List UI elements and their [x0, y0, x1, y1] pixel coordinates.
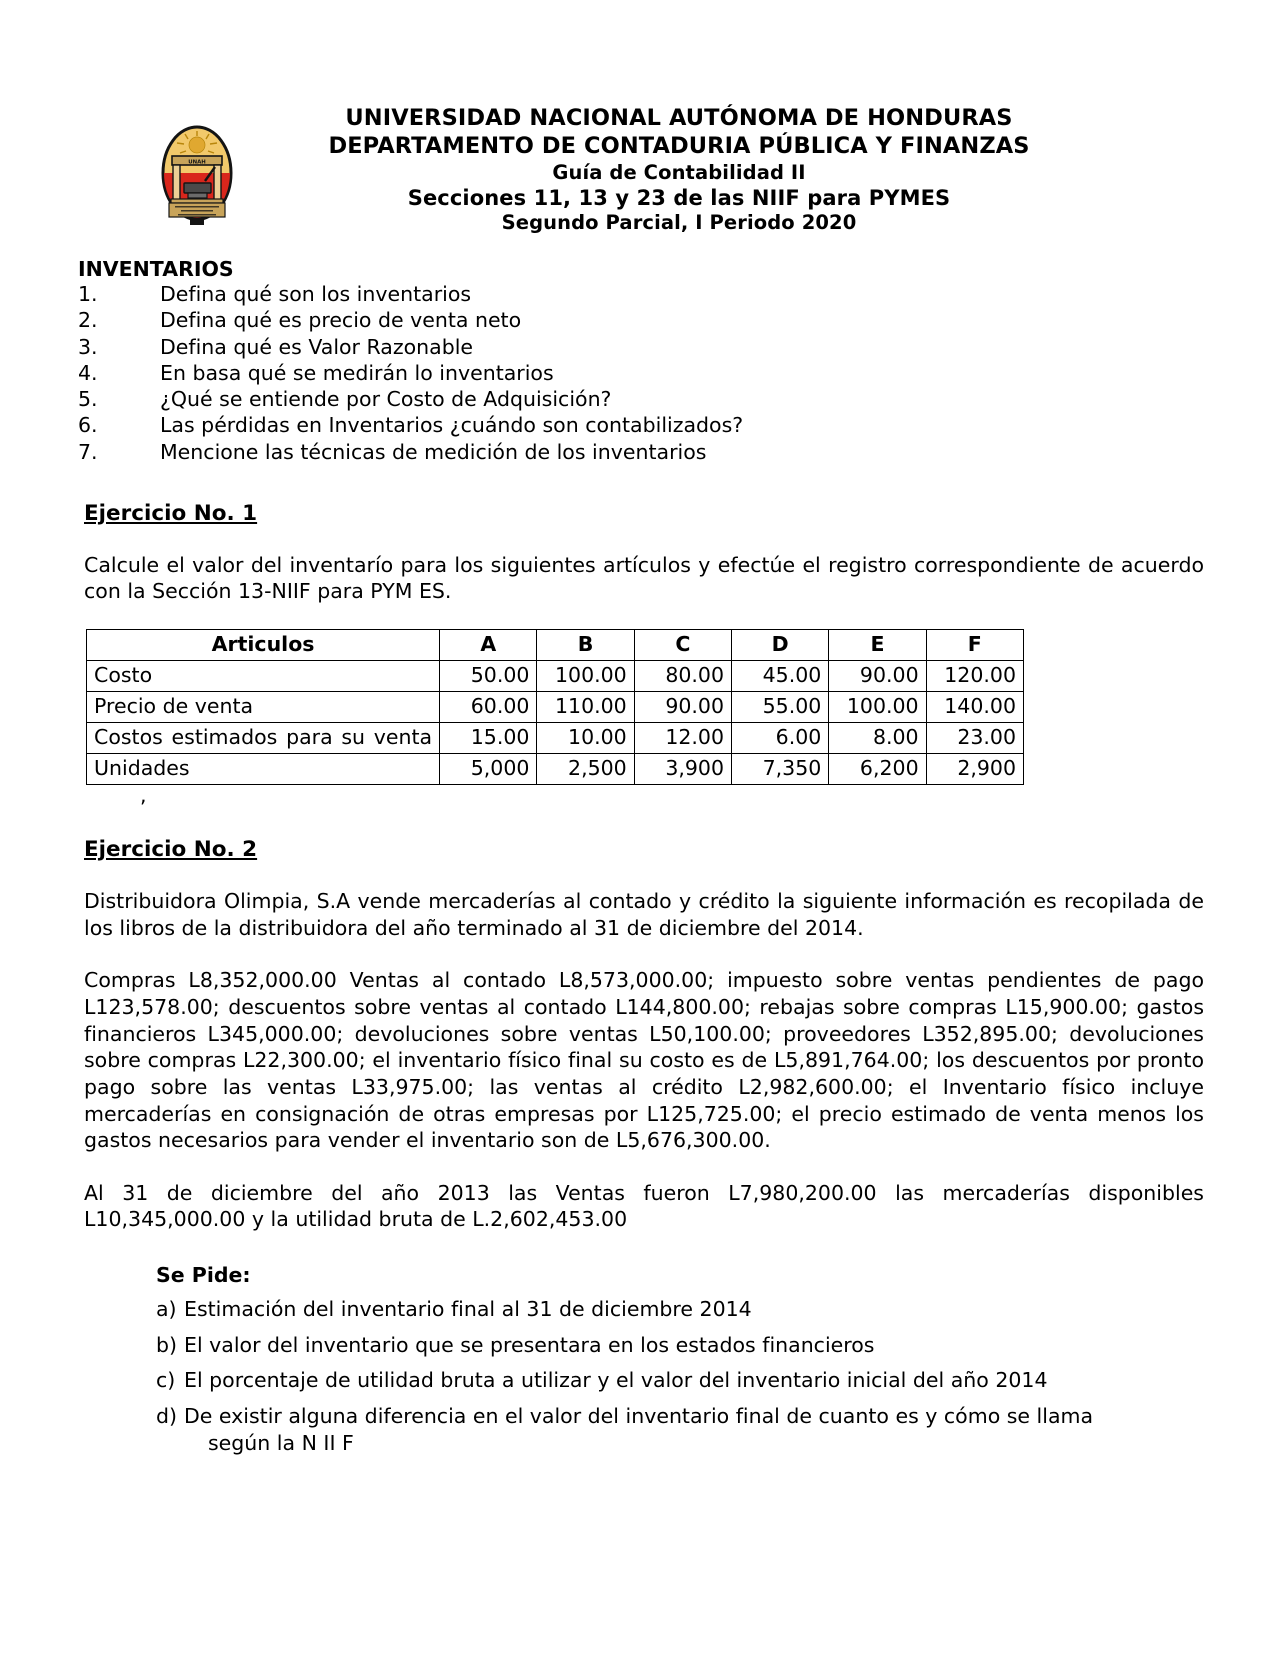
period-subtitle: Segundo Parcial, I Periodo 2020: [501, 210, 857, 234]
cell-value: 110.00: [537, 692, 634, 723]
cell-value: 100.00: [829, 692, 926, 723]
unah-crest-icon: [159, 123, 235, 227]
item-letter: a): [156, 1297, 177, 1322]
table-row: [87, 692, 1024, 723]
cell-value: 5,000: [440, 754, 537, 785]
cell-value: 7,350: [732, 754, 829, 785]
cell-value: 6.00: [732, 723, 829, 754]
column-header-articulos: Articulos: [87, 630, 440, 661]
table-header-row: [87, 630, 1024, 661]
item-letter: b): [156, 1332, 178, 1357]
cell-value: 90.00: [829, 661, 926, 692]
sections-subtitle: Secciones 11, 13 y 23 de las NIIF para PYMES: [407, 185, 951, 210]
item-text: Defina qué es precio de venta neto: [160, 308, 522, 333]
item-text: Defina qué son los inventarios: [160, 282, 472, 307]
item-number: 5.: [78, 387, 98, 412]
item-text-line-2: según la N II F: [208, 1430, 354, 1455]
ejercicio-2-paragraph-2: Compras L8,352,000.00 Ventas al contado L8,573,000.00; impuesto sobre ventas pendientes de pago L123,578.00; descuentos sobre ventas al contado L144,800.00; rebajas sobre compras L15,900.00; gastos financieros L345,000.00; devoluciones sobre ventas L50,100.00; proveedores L352,895.00; devoluciones sobre compras L22,300.00; el inventario físico final su costo es de L5,891,764.00; los descuentos por pronto pago sobre las ventas L33,975.00; las ventas al crédito L2,982,600.00; el Inventario físico incluye mercaderías en consignación de otras empresas por L125,725.00; el precio estimado de venta menos los gastos necesarios para vender el inventario son de L5,676,300.00.: [84, 968, 1204, 1153]
item-text: Las pérdidas en Inventarios ¿cuándo son contabilizados?: [160, 413, 744, 438]
table-row: [87, 661, 1024, 692]
department-name: DEPARTAMENTO DE CONTADURIA PÚBLICA Y FINANZAS: [328, 132, 1030, 159]
item-number: 3.: [78, 334, 98, 359]
inventarios-heading: INVENTARIOS: [78, 257, 234, 282]
cell-value: 2,500: [537, 754, 634, 785]
inventory-table: [86, 629, 1024, 785]
guide-title: Guía de Contabilidad II: [552, 160, 806, 184]
item-text-line-1: De existir alguna diferencia en el valor del inventario final de cuanto es y cómo se llama: [184, 1404, 1094, 1429]
ejercicio-2-heading: Ejercicio No. 2: [84, 837, 258, 863]
cell-value: 60.00: [440, 692, 537, 723]
cell-value: 90.00: [634, 692, 731, 723]
header-title-block: [228, 105, 1280, 235]
row-label: Costo: [87, 661, 440, 692]
document-header: [0, 0, 1280, 235]
cell-value: 50.00: [440, 661, 537, 692]
item-letter: d): [156, 1404, 178, 1429]
table-row: [87, 754, 1024, 785]
item-number: 6.: [78, 413, 98, 438]
cell-value: 10.00: [537, 723, 634, 754]
list-item: [156, 1403, 1204, 1456]
item-text: El valor del inventario que se presentara en los estados financieros: [184, 1332, 875, 1357]
stray-comma-mark: ,: [140, 783, 147, 808]
list-item: [78, 360, 1204, 386]
item-text: ¿Qué se entiende por Costo de Adquisición?: [160, 387, 612, 412]
list-item: [78, 281, 1204, 307]
column-header-b: B: [537, 630, 634, 661]
cell-value: 23.00: [926, 723, 1023, 754]
column-header-e: E: [829, 630, 926, 661]
item-number: 1.: [78, 282, 98, 307]
column-header-a: A: [440, 630, 537, 661]
cell-value: 45.00: [732, 661, 829, 692]
row-label: Unidades: [87, 754, 440, 785]
list-item: [78, 412, 1204, 438]
table-row: [87, 723, 1024, 754]
item-number: 2.: [78, 308, 98, 333]
cell-value: 8.00: [829, 723, 926, 754]
cell-value: 140.00: [926, 692, 1023, 723]
item-number: 4.: [78, 360, 98, 385]
svg-text:UNAH: UNAH: [188, 159, 206, 166]
ejercicio-2-paragraph-1: Distribuidora Olimpia, S.A vende mercaderías al contado y crédito la siguiente información es recopilada de los libros de la distribuidora del año terminado al 31 de diciembre del 2014.: [84, 889, 1204, 940]
list-item: [156, 1332, 1204, 1359]
university-name: UNIVERSIDAD NACIONAL AUTÓNOMA DE HONDURAS: [345, 105, 1013, 131]
row-label: Precio de venta: [87, 692, 440, 723]
cell-value: 55.00: [732, 692, 829, 723]
row-label: Costos estimados para su venta: [87, 723, 440, 754]
list-item: [156, 1296, 1204, 1323]
item-text: Estimación del inventario final al 31 de diciembre 2014: [184, 1297, 752, 1322]
item-text: Defina qué es Valor Razonable: [160, 334, 474, 359]
item-letter: c): [156, 1368, 176, 1393]
item-text: [184, 1403, 1134, 1456]
ejercicio-1-intro: Calcule el valor del inventarío para los siguientes artículos y efectúe el registro correspondiente de acuerdo con la Sección 13-NIIF para PYM ES.: [84, 552, 1204, 604]
list-item: [78, 307, 1204, 333]
cell-value: 12.00: [634, 723, 731, 754]
cell-value: 100.00: [537, 661, 634, 692]
document-body: [0, 257, 1280, 1456]
cell-value: 120.00: [926, 661, 1023, 692]
ejercicio-2-paragraph-3: Al 31 de diciembre del año 2013 las Ventas fueron L7,980,200.00 las mercaderías disponibles L10,345,000.00 y la utilidad bruta de L.2,602,453.00: [84, 1180, 1204, 1232]
se-pide-list: [78, 1296, 1204, 1456]
column-header-f: F: [926, 630, 1023, 661]
se-pide-heading: Se Pide:: [156, 1263, 251, 1288]
item-number: 7.: [78, 439, 98, 464]
list-item: [78, 386, 1204, 412]
item-text: El porcentaje de utilidad bruta a utilizar y el valor del inventario inicial del año 2014: [184, 1368, 1048, 1393]
item-text: Mencione las técnicas de medición de los inventarios: [160, 439, 707, 464]
cell-value: 3,900: [634, 754, 731, 785]
ejercicio-1-heading: Ejercicio No. 1: [84, 500, 258, 526]
cell-value: 80.00: [634, 661, 731, 692]
inventarios-question-list: [78, 281, 1204, 465]
item-text: En basa qué se medirán lo inventarios: [160, 360, 554, 385]
cell-value: 15.00: [440, 723, 537, 754]
cell-value: 2,900: [926, 754, 1023, 785]
list-item: [78, 439, 1204, 465]
column-header-c: C: [634, 630, 731, 661]
cell-value: 6,200: [829, 754, 926, 785]
list-item: [156, 1367, 1204, 1394]
column-header-d: D: [732, 630, 829, 661]
list-item: [78, 334, 1204, 360]
